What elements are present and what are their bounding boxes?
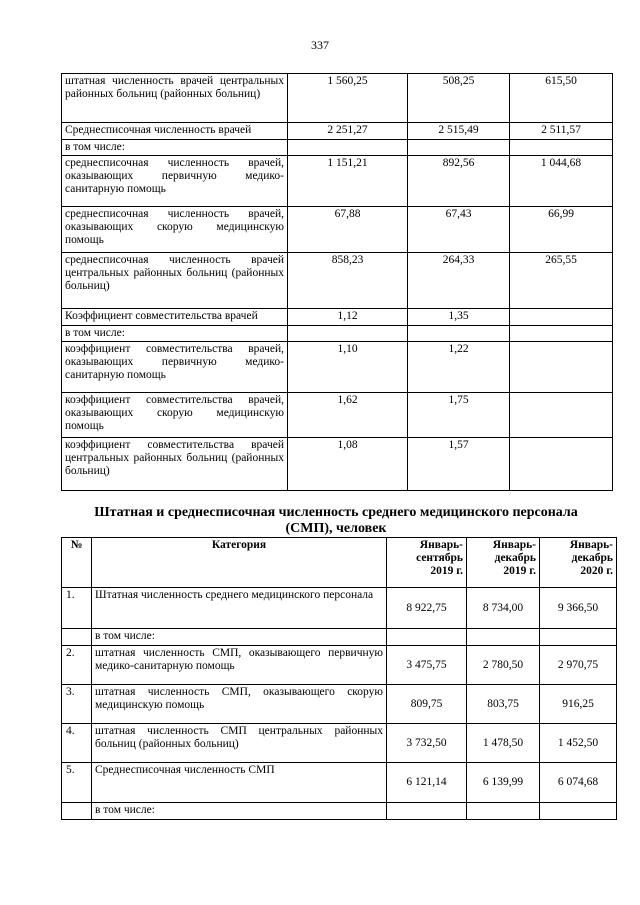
cell-value: 1 044,68	[510, 156, 613, 207]
header-period	[467, 538, 540, 588]
cell-value: 6 121,14	[387, 763, 467, 803]
table-row	[62, 123, 613, 140]
cell-value	[510, 438, 613, 491]
row-label: коэффициент совместительства врачей, оказывающих скорую медицинскую помощь	[62, 393, 288, 438]
cell-value: 66,99	[510, 207, 613, 253]
cell-value: 8 734,00	[467, 588, 540, 629]
row-label: Коэффициент совместительства врачей	[62, 309, 288, 326]
cell-value: 916,25	[540, 685, 617, 724]
table-row	[62, 803, 617, 820]
header-line: декабрь	[571, 552, 613, 564]
table-row	[62, 724, 617, 763]
cell-value: 2 251,27	[288, 123, 408, 140]
header-line: Январь-	[419, 539, 463, 551]
header-period	[387, 538, 467, 588]
row-label: Среднесписочная численность врачей	[62, 123, 288, 140]
cell-value: 1,75	[408, 393, 510, 438]
row-number: 3.	[62, 685, 92, 724]
header-no: №	[62, 538, 92, 588]
nursing-staff-table	[61, 537, 617, 820]
header-line: Январь-	[492, 539, 536, 551]
cell-value: 1,35	[408, 309, 510, 326]
cell-value: 803,75	[467, 685, 540, 724]
cell-value	[510, 309, 613, 326]
table-row	[62, 207, 613, 253]
cell-value: 9 366,50	[540, 588, 617, 629]
cell-value	[540, 803, 617, 820]
physicians-table	[61, 73, 613, 491]
cell-value: 8 922,75	[387, 588, 467, 629]
cell-value: 892,56	[408, 156, 510, 207]
row-label: Штатная численность среднего медицинского персонала	[92, 588, 387, 629]
header-line: декабрь	[494, 552, 536, 564]
cell-value: 508,25	[408, 74, 510, 123]
cell-value: 1 478,50	[467, 724, 540, 763]
row-label: среднесписочная численность врачей, оказывающих первичную медико-санитарную помощь	[62, 156, 288, 207]
table-row	[62, 393, 613, 438]
cell-value: 265,55	[510, 253, 613, 309]
row-label: штатная численность СМП, оказывающего скорую медицинскую помощь	[92, 685, 387, 724]
cell-value	[510, 342, 613, 393]
row-number: 5.	[62, 763, 92, 803]
cell-value	[288, 140, 408, 156]
page-number: 337	[311, 38, 329, 52]
row-label: в том числе:	[92, 629, 387, 646]
cell-value	[510, 326, 613, 342]
cell-value	[387, 803, 467, 820]
row-label: в том числе:	[92, 803, 387, 820]
row-label: среднесписочная численность врачей центральных районных больниц (районных больниц)	[62, 253, 288, 309]
cell-value	[467, 629, 540, 646]
header-line: 2019 г.	[430, 565, 463, 577]
cell-value	[540, 629, 617, 646]
table-row	[62, 763, 617, 803]
table-row	[62, 74, 613, 123]
cell-value	[408, 326, 510, 342]
cell-value	[510, 393, 613, 438]
cell-value: 858,23	[288, 253, 408, 309]
table-row	[62, 588, 617, 629]
cell-value: 6 074,68	[540, 763, 617, 803]
cell-value: 3 475,75	[387, 646, 467, 685]
table-row	[62, 685, 617, 724]
row-number: 1.	[62, 588, 92, 629]
cell-value	[510, 140, 613, 156]
row-number: 4.	[62, 724, 92, 763]
header-line: Январь-	[569, 539, 613, 551]
row-label: в том числе:	[62, 140, 288, 156]
cell-value	[288, 326, 408, 342]
row-label: в том числе:	[62, 326, 288, 342]
table-row	[62, 438, 613, 491]
header-line: 2020 г.	[580, 565, 613, 577]
cell-value: 809,75	[387, 685, 467, 724]
table-row	[62, 629, 617, 646]
cell-value: 2 515,49	[408, 123, 510, 140]
cell-value	[387, 629, 467, 646]
table-row	[62, 253, 613, 309]
cell-value: 1,57	[408, 438, 510, 491]
header-line: 2019 г.	[503, 565, 536, 577]
header-line: сентябрь	[416, 552, 463, 564]
caption-line: Штатная и среднесписочная численность среднего медицинского персонала	[94, 505, 578, 520]
row-number	[62, 629, 92, 646]
row-label: штатная численность СМП, оказывающего первичную медико-санитарную помощь	[92, 646, 387, 685]
cell-value: 2 511,57	[510, 123, 613, 140]
caption-line: (СМП), человек	[285, 521, 387, 536]
cell-value: 3 732,50	[387, 724, 467, 763]
cell-value: 1,22	[408, 342, 510, 393]
cell-value	[467, 803, 540, 820]
table-header-row	[62, 538, 617, 588]
cell-value: 1,08	[288, 438, 408, 491]
cell-value: 1,12	[288, 309, 408, 326]
row-label: коэффициент совместительства врачей центральных районных больниц (районных больниц)	[62, 438, 288, 491]
cell-value: 2 970,75	[540, 646, 617, 685]
cell-value: 1,10	[288, 342, 408, 393]
cell-value: 1 560,25	[288, 74, 408, 123]
header-period	[540, 538, 617, 588]
cell-value: 6 139,99	[467, 763, 540, 803]
row-label: Среднесписочная численность СМП	[92, 763, 387, 803]
cell-value: 2 780,50	[467, 646, 540, 685]
row-label: штатная численность СМП центральных районных больниц (районных больниц)	[92, 724, 387, 763]
cell-value: 615,50	[510, 74, 613, 123]
table-row	[62, 140, 613, 156]
cell-value: 1 452,50	[540, 724, 617, 763]
cell-value: 264,33	[408, 253, 510, 309]
header-category: Категория	[92, 538, 387, 588]
cell-value	[408, 140, 510, 156]
cell-value: 67,88	[288, 207, 408, 253]
cell-value: 1 151,21	[288, 156, 408, 207]
table-row	[62, 326, 613, 342]
row-label: среднесписочная численность врачей, оказывающих скорую медицинскую помощь	[62, 207, 288, 253]
row-number	[62, 803, 92, 820]
table-row	[62, 309, 613, 326]
row-label: штатная численность врачей центральных районных больниц (районных больниц)	[62, 74, 288, 123]
row-number: 2.	[62, 646, 92, 685]
table-row	[62, 342, 613, 393]
table-row	[62, 646, 617, 685]
cell-value: 1,62	[288, 393, 408, 438]
row-label: коэффициент совместительства врачей, оказывающих первичную медико-санитарную помощь	[62, 342, 288, 393]
cell-value: 67,43	[408, 207, 510, 253]
table-row	[62, 156, 613, 207]
table-caption	[60, 505, 612, 537]
